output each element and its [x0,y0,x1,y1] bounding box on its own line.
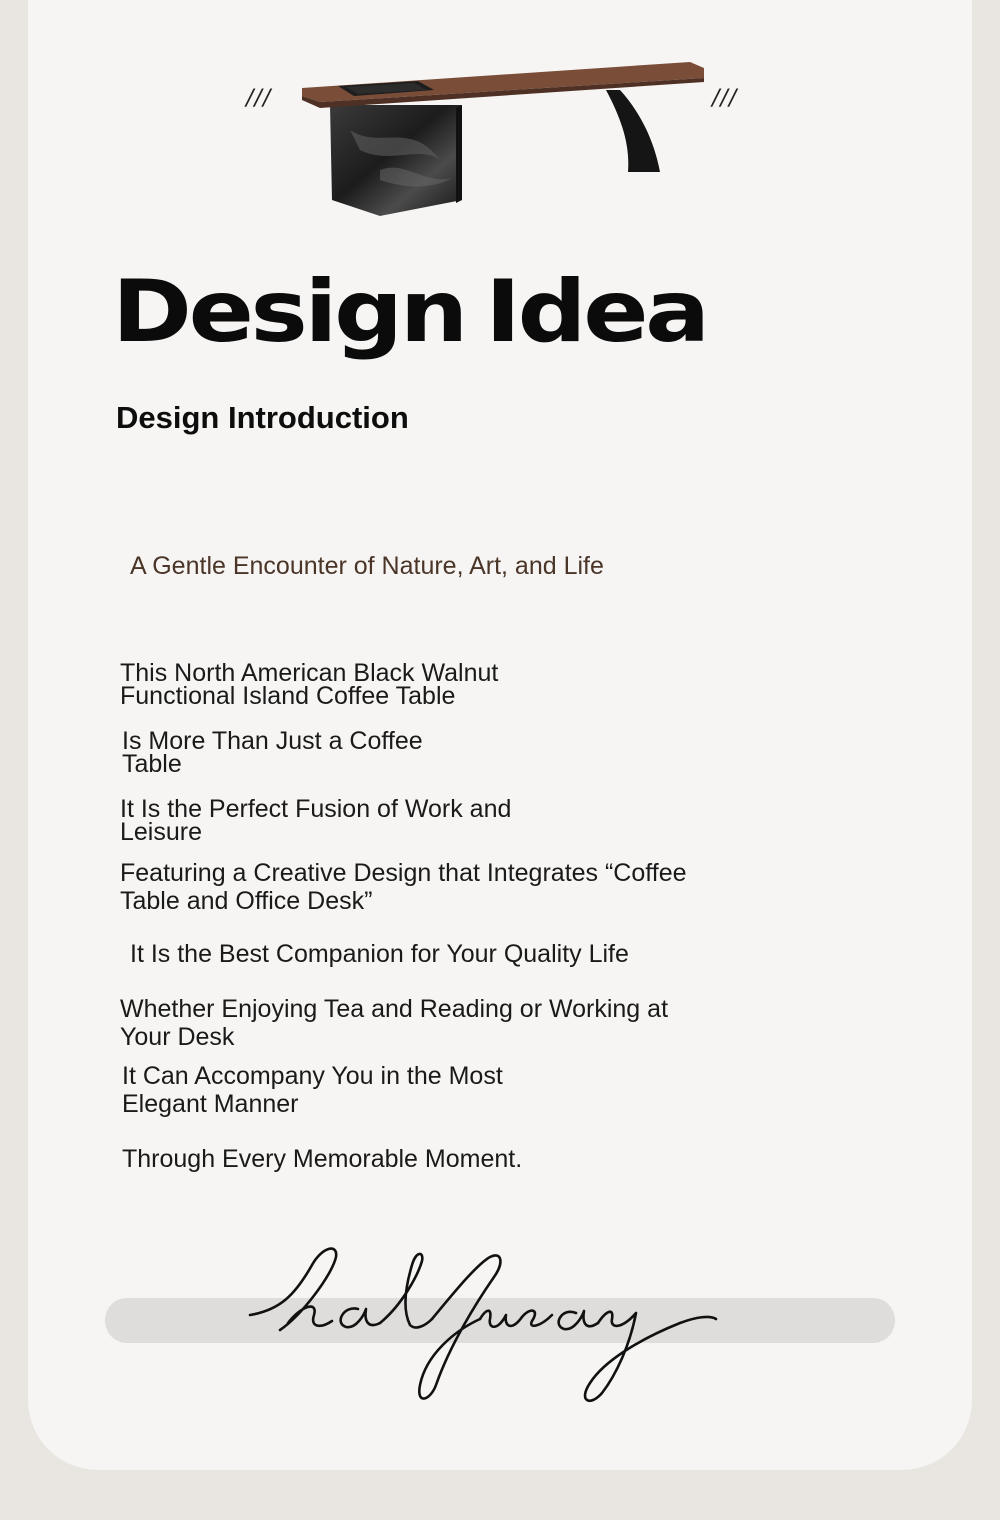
paragraph-8 [122,1145,523,1173]
paragraph-4 [120,859,687,915]
paragraph-line: This North American Black Walnut [120,659,499,687]
paragraph-line: Table and Office Desk” [120,887,373,915]
paragraph-line: Whether Enjoying Tea and Reading or Working at [120,995,669,1023]
paragraph-5 [130,940,629,968]
title-word-idea: Idea [485,262,707,362]
paragraph-7 [122,1062,503,1118]
paragraph-line: Featuring a Creative Design that Integrates “Coffee [120,859,687,887]
paragraph-line: Table [122,750,182,778]
paragraph-6 [120,995,668,1051]
left-slash-decoration: /// [246,86,272,111]
paragraph-2 [122,727,423,778]
paragraph-line: Is More Than Just a Coffee [122,727,423,755]
paragraph-1 [120,659,499,710]
paragraph-line: It Is the Best Companion for Your Quality Life [130,940,629,968]
page-title [112,262,727,362]
tagline: A Gentle Encounter of Nature, Art, and Life [130,552,604,580]
paragraph-line: It Can Accompany You in the Most [122,1062,503,1090]
paragraph-line: Functional Island Coffee Table [120,682,456,710]
paragraph-line: It Is the Perfect Fusion of Work and [120,795,512,823]
halfway-signature-logo [240,1235,740,1410]
title-word-design: Design [112,262,465,362]
paragraph-line: Through Every Memorable Moment. [122,1145,523,1173]
paragraph-line: Elegant Manner [122,1090,299,1118]
paragraph-line: Your Desk [120,1023,235,1051]
paragraph-line: Leisure [120,818,202,846]
right-slash-decoration: /// [712,86,738,111]
section-subtitle: Design Introduction [116,400,409,435]
paragraph-3 [120,795,512,846]
coffee-table-image [230,50,770,230]
